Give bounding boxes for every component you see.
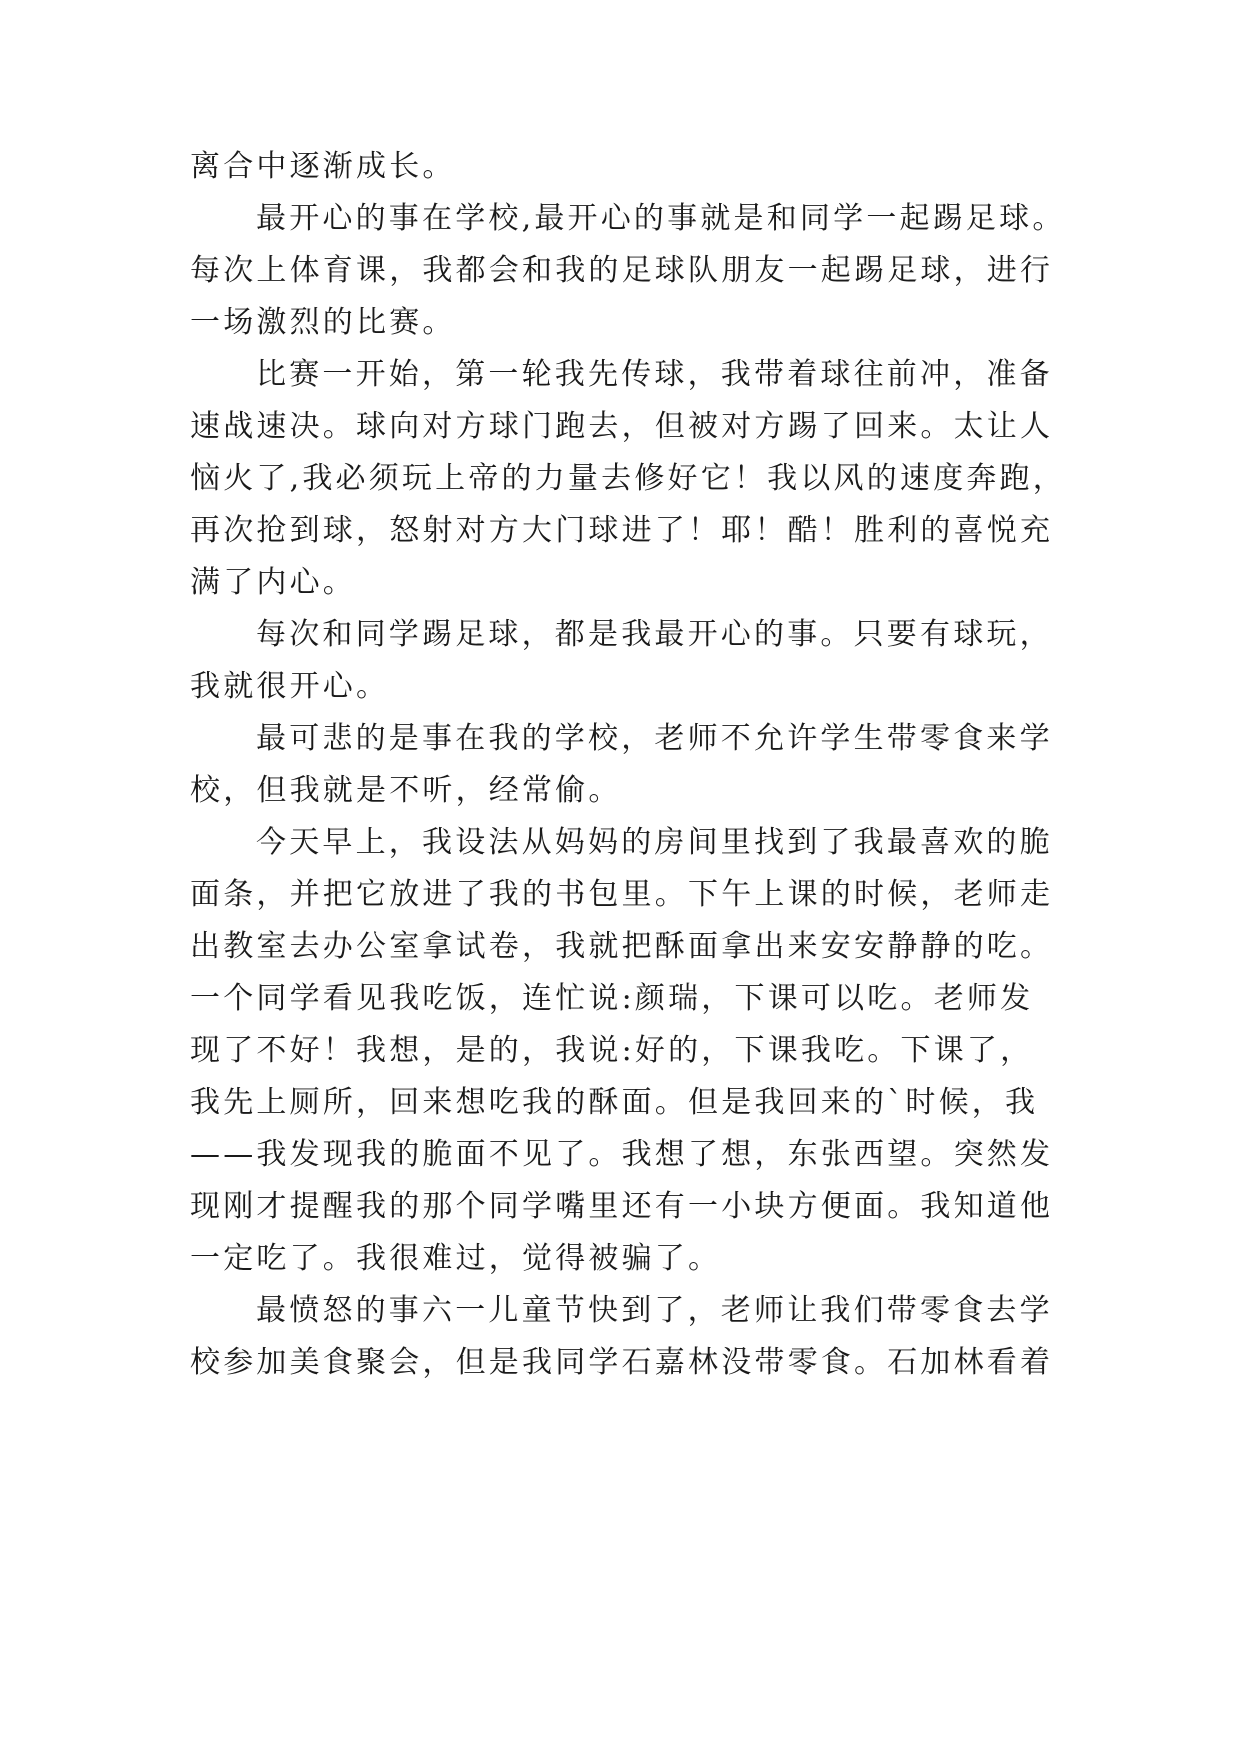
- text-line: 速战速决。球向对方球门跑去，但被对方踢了回来。太让人: [190, 409, 1054, 444]
- text-line: 校参加美食聚会，但是我同学石嘉林没带零食。石加林看着: [190, 1345, 1054, 1380]
- text-line: 面条，并把它放进了我的书包里。下午上课的时候，老师走: [190, 877, 1054, 912]
- text-line: 我就很开心。: [190, 669, 390, 704]
- text-line: 一个同学看见我吃饭，连忙说:颜瑞，下课可以吃。老师发: [190, 981, 1034, 1016]
- text-line: 出教室去办公室拿试卷，我就把酥面拿出来安安静静的吃。: [190, 929, 1054, 964]
- text-line: 一场激烈的比赛。: [190, 305, 456, 340]
- text-line: 再次抢到球，怒射对方大门球进了！耶！酷！胜利的喜悦充: [190, 513, 1054, 548]
- text-line: 现了不好！我想，是的，我说:好的，下课我吃。下课了，: [190, 1033, 1034, 1068]
- text-line: 满了内心。: [190, 565, 356, 600]
- paragraph-start-line: 比赛一开始，第一轮我先传球，我带着球往前冲，准备: [256, 357, 1053, 392]
- paragraph-start-line: 今天早上，我设法从妈妈的房间里找到了我最喜欢的脆: [256, 825, 1053, 860]
- paragraph-start-line: 最可悲的是事在我的学校，老师不允许学生带零食来学: [256, 721, 1053, 756]
- paragraph-start-line: 每次和同学踢足球，都是我最开心的事。只要有球玩，: [256, 617, 1053, 652]
- text-line: ——我发现我的脆面不见了。我想了想，东张西望。突然发: [190, 1137, 1054, 1172]
- text-line: 我先上厕所，回来想吃我的酥面。但是我回来的`时候，我: [190, 1085, 1039, 1120]
- text-line: 离合中逐渐成长。: [190, 149, 456, 184]
- paragraph-start-line: 最愤怒的事六一儿童节快到了，老师让我们带零食去学: [256, 1293, 1053, 1328]
- text-line: 现刚才提醒我的那个同学嘴里还有一小块方便面。我知道他: [190, 1189, 1054, 1224]
- text-line: 恼火了,我必须玩上帝的力量去修好它！我以风的速度奔跑，: [190, 461, 1066, 496]
- text-line: 每次上体育课，我都会和我的足球队朋友一起踢足球，进行: [190, 253, 1054, 288]
- paragraph-start-line: 最开心的事在学校,最开心的事就是和同学一起踢足球。: [256, 201, 1066, 236]
- text-line: 校，但我就是不听，经常偷。: [190, 773, 622, 808]
- text-line: 一定吃了。我很难过，觉得被骗了。: [190, 1241, 722, 1276]
